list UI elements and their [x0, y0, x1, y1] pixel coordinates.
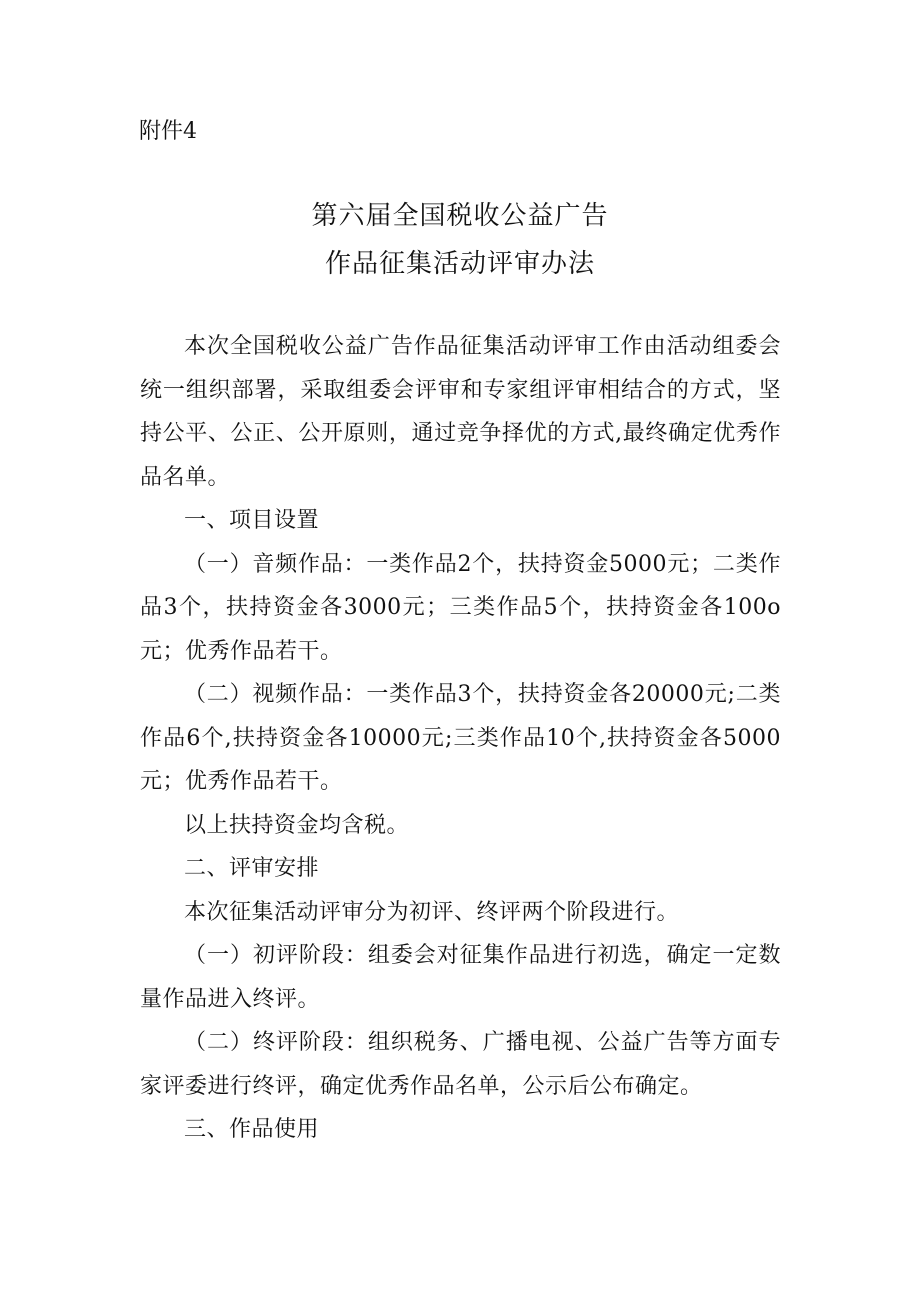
- section-heading-project-setup: 一、项目设置: [184, 508, 320, 533]
- document-title-line-2: 作品征集活动评审办法: [324, 249, 595, 279]
- attachment-label: 附件4: [139, 119, 197, 144]
- section-heading-work-usage: 三、作品使用: [184, 1117, 320, 1142]
- video-works-paragraph: （二）视频作品：一类作品3个，扶持资金各20000元;二类作品6个,扶持资金各10000元;三类作品10个,扶持资金各5000元；优秀作品若干。: [140, 682, 781, 794]
- review-stages-paragraph: 本次征集活动评审分为初评、终评两个阶段进行。: [184, 899, 680, 925]
- intro-paragraph: 本次全国税收公益广告作品征集活动评审工作由活动组委会统一组织部署，采取组委会评审和专家组评审相结合的方式，坚持公平、公正、公开原则，通过竞争择优的方式,最终确定优秀作品名单。: [140, 334, 781, 490]
- section-heading-review-arrangement: 二、评审安排: [184, 856, 320, 881]
- audio-works-paragraph: （一）音频作品：一类作品2个，扶持资金5000元；二类作品3个，扶持资金各3000元；三类作品5个，扶持资金各100o元；优秀作品若干。: [140, 551, 781, 664]
- document-body: [140, 325, 781, 1152]
- final-review-paragraph: （二）终评阶段：组织税务、广播电视、公益广告等方面专家评委进行终评，确定优秀作品名单，公示后公布确定。: [140, 1030, 781, 1099]
- preliminary-review-paragraph: （一）初评阶段：组委会对征集作品进行初选，确定一定数量作品进入终评。: [140, 943, 781, 1012]
- tax-note-paragraph: 以上扶持资金均含税。: [184, 812, 410, 838]
- document-title-line-1: 第六届全国税收公益广告: [311, 201, 609, 231]
